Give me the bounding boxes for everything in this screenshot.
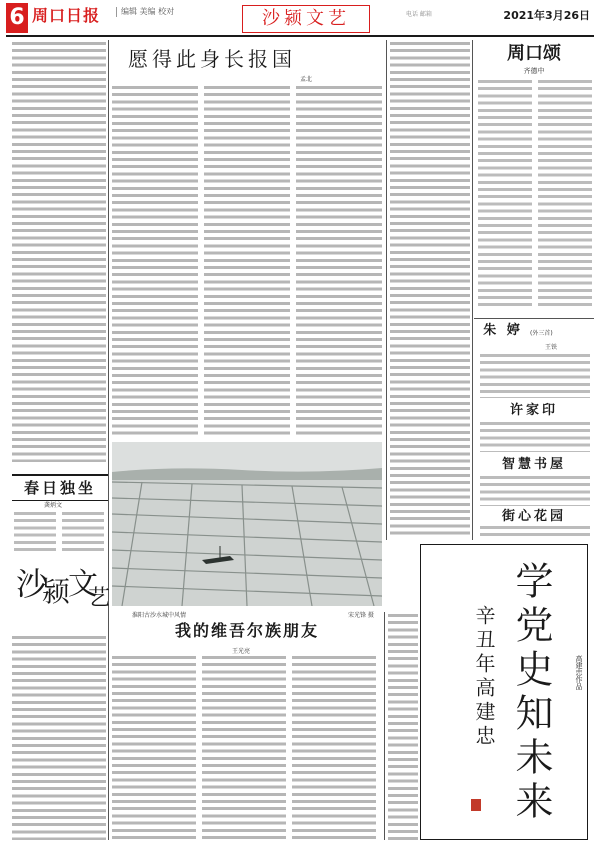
xujiayin-title: 许家印 [509, 403, 558, 418]
chunri-author: 龚炳文 [44, 502, 63, 509]
photo-caption: 淮阳古沙水城中风情 [132, 612, 187, 619]
calli-char-4: 艺 [88, 586, 111, 611]
calligraphy-main [511, 561, 551, 825]
poem-column-text-right [538, 80, 592, 310]
page-header [6, 3, 594, 37]
calli-side-3: 年 [472, 653, 496, 677]
jiexin-poem [480, 526, 590, 540]
calligraphy-inscription [473, 605, 495, 749]
calli-main-5: 未 [509, 737, 553, 781]
zhu-ting-subtitle: (外三首) [530, 330, 553, 337]
calli-side-4: 高 [472, 677, 496, 701]
calli-side-1: 辛 [472, 605, 496, 629]
calli-main-3: 史 [509, 649, 553, 693]
photo-graphic [112, 442, 382, 606]
left-calligraphy [14, 560, 111, 630]
header-editors: 编辑 美编 校对 [116, 7, 184, 17]
zhu-ting-title: 朱 婷 [483, 323, 523, 338]
uyghur-article-title: 我的维吾尔族朋友 [174, 621, 319, 640]
chunri-poem-right [62, 512, 104, 552]
jiexin-title: 街心花园 [501, 509, 566, 524]
uyghur-col-3 [292, 656, 376, 840]
calli-main-2: 党 [509, 605, 553, 649]
calli-main-6: 来 [509, 781, 553, 825]
xujiayin-poem [480, 422, 590, 452]
poem-column-author: 齐德中 [523, 67, 545, 75]
calli-side-2: 丑 [472, 629, 496, 653]
calli-char-2: 颍 [42, 575, 71, 608]
main-article-col-2 [204, 86, 290, 436]
calligraphy-credit: 高建忠作品 [575, 655, 583, 690]
zhihui-poem [480, 476, 590, 506]
left-lower-text [12, 636, 106, 840]
main-article-col-1 [112, 86, 198, 436]
calli-side-6: 忠 [472, 725, 496, 749]
uyghur-col-2 [202, 656, 286, 840]
main-article-col-3 [296, 86, 382, 436]
zhu-ting-author: 王铁 [545, 344, 558, 351]
left-article-text [12, 42, 106, 462]
photo-credit: 宋光锋 摄 [348, 612, 374, 619]
landscape-photo [112, 442, 382, 606]
chunri-poem-left [14, 512, 56, 552]
main-article-title: 愿得此身长报国 [128, 47, 296, 71]
paper-name: 周口日报 [32, 6, 101, 25]
section-title: 沙颍文艺 [262, 8, 350, 29]
calli-char-1: 沙 [16, 565, 49, 603]
uyghur-article-author: 王光亮 [232, 648, 251, 655]
calli-main-4: 知 [509, 693, 553, 737]
section-title-box [242, 5, 370, 33]
zhihui-title: 智慧书屋 [501, 457, 566, 472]
calligraphy-seal [471, 799, 481, 811]
poem-column-text-left [478, 80, 532, 310]
chunri-title: 春日独坐 [12, 474, 108, 501]
poem-column-title: 周口颂 [507, 43, 561, 64]
calli-main-1: 学 [509, 561, 553, 605]
page-number: 6 [6, 3, 28, 33]
center-article-col [390, 42, 470, 538]
main-article-author: 孟北 [299, 76, 312, 83]
calli-char-3: 文 [68, 567, 98, 602]
uyghur-col-4 [388, 614, 418, 840]
calli-side-5: 建 [472, 701, 496, 725]
calligraphy-box [420, 544, 588, 840]
header-contact: 电话 邮箱 [406, 11, 432, 18]
uyghur-col-1 [112, 656, 196, 840]
issue-date: 2021年3月26日 [503, 9, 590, 22]
zhu-ting-poem [480, 354, 590, 398]
